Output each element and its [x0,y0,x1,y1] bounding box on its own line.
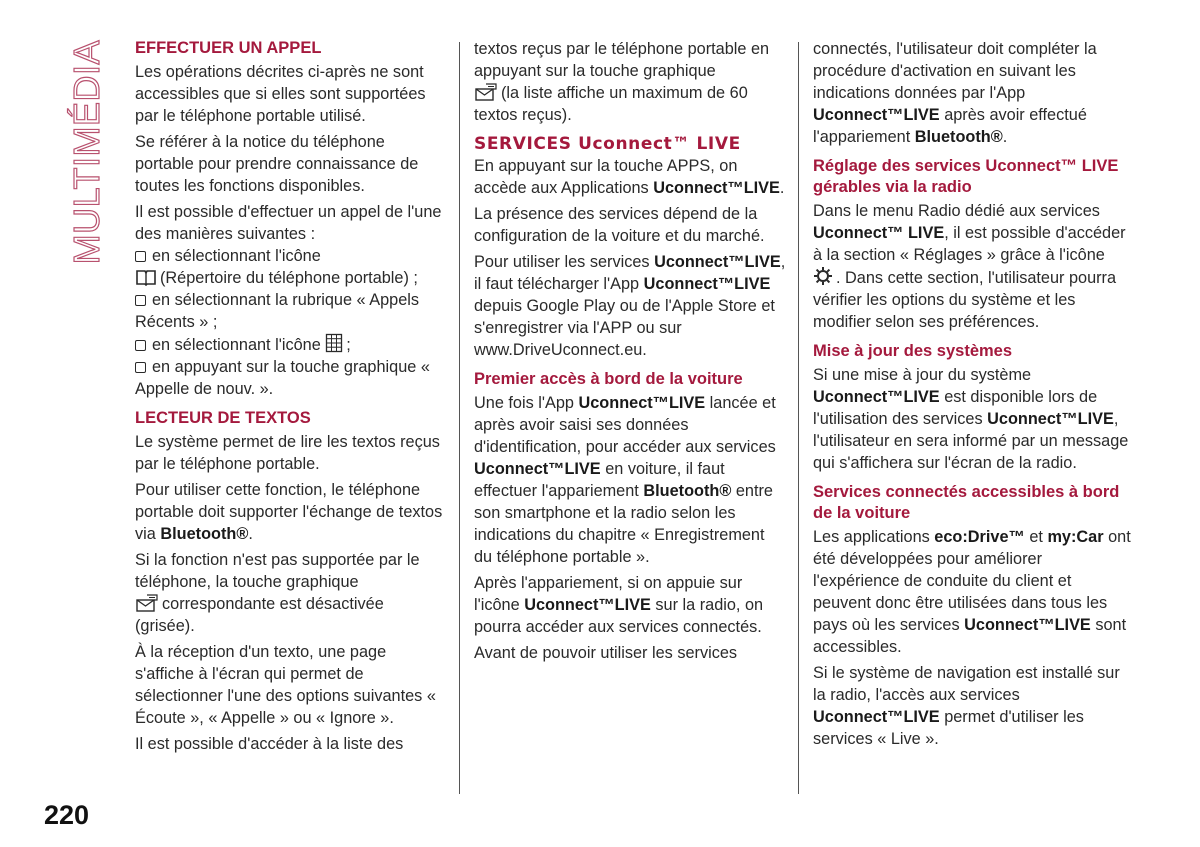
checkbox-bullet-icon [135,251,146,262]
list-item: en sélectionnant la rubrique « Appels Récents » ; [135,291,420,331]
column-3 [813,38,1131,754]
checkbox-bullet-icon [135,340,146,351]
paragraph: Si la fonction n'est pas supportée par le téléphone, la touche graphique correspondante est désactivée (grisée). [135,551,420,635]
gear-icon [813,266,833,286]
section-side-tab: MULTIMÉDIA [66,40,107,265]
checkbox-bullet-icon [135,295,146,306]
heading-text-reader: LECTEUR DE TEXTOS [135,409,311,427]
paragraph: Si le système de navigation est installé sur la radio, l'accès aux services Uconnect™LIVE permet d'utiliser les services « Live ». [813,664,1120,748]
checkbox-bullet-icon [135,362,146,373]
paragraph: Après l'appariement, si on appuie sur l'icône Uconnect™LIVE sur la radio, on pourra accéder aux services connectés. [474,574,764,636]
paragraph: En appuyant sur la touche APPS, on accède aux Applications Uconnect™LIVE. [474,157,785,197]
list-item: en sélectionnant l'icône ; [135,333,447,356]
heading-services-uconnect-live: SERVICES Uconnect™ LIVE [474,134,741,154]
paragraph: Avant de pouvoir utiliser les services [474,644,738,662]
paragraph: La présence des services dépend de la configuration de la voiture et du marché. [474,205,765,245]
paragraph: Il est possible d'accéder à la liste des [135,735,404,753]
paragraph: Le système permet de lire les textos reçus par le téléphone portable. [135,433,440,473]
heading-first-access: Premier accès à bord de la voiture [474,370,743,388]
paragraph: Les opérations décrites ci-après ne sont accessibles que si elles sont supportées par le téléphone portable utilisé. [135,63,426,125]
heading-make-call: EFFECTUER UN APPEL [135,39,322,57]
column-2 [474,38,786,668]
paragraph: Les applications eco:Drive™ et my:Car ont été développées pour améliorer l'expérience de conduite du client et peuvent donc être utilisées dans tous les pays où les services Uconnect™LIVE sont accessibles. [813,528,1131,656]
paragraph: Une fois l'App Uconnect™LIVE lancée et après avoir saisi ses données d'identification, pour accéder aux services Uconnect™LIVE en voiture, il faut effectuer l'appariement Bluetooth® entre son smartphone et la radio selon les indications du chapitre « Enregistrement du téléphone portable ». [474,394,776,566]
paragraph: Dans le menu Radio dédié aux services Uconnect™ LIVE, il est possible d'accéder à la section « Réglages » grâce à l'icône . Dans cette section, l'utilisateur pourra vérifier les options du système et les modifier selon ses préférences. [813,202,1126,331]
column-divider [798,42,799,794]
paragraph: Si une mise à jour du système Uconnect™LIVE est disponible lors de l'utilisation des services Uconnect™LIVE, l'utilisateur en sera informé par un message qui s'affichera sur l'écran de la radio. [813,366,1129,472]
paragraph: Se référer à la notice du téléphone portable pour prendre connaissance de toutes les fonctions disponibles. [135,133,419,195]
message-icon [474,83,498,101]
paragraph: Pour utiliser les services Uconnect™LIVE, il faut télécharger l'App Uconnect™LIVE depuis Google Play ou de l'Apple Store et s'enregistrer via l'APP ou sur www.DriveUconnect.eu. [474,253,786,359]
message-icon [135,594,159,612]
page-number: 220 [44,800,90,830]
heading-connected-services: Services connectés accessibles à bord de la voiture [813,483,1120,522]
paragraph: connectés, l'utilisateur doit compléter la procédure d'activation en suivant les indications données par l'App Uconnect™LIVE après avoir effectué l'appariement Bluetooth®. [813,40,1097,146]
heading-system-update: Mise à jour des systèmes [813,342,1013,360]
phonebook-icon [135,269,157,286]
list-item: en appuyant sur la touche graphique « Appelle de nouv. ». [135,358,430,398]
list-item: en sélectionnant l'icône (Répertoire du téléphone portable) ; [135,245,447,289]
paragraph: À la réception d'un texto, une page s'affiche à l'écran qui permet de sélectionner l'une des options suivantes « Écoute », « Appelle » ou « Ignore ». [135,643,436,727]
paragraph: Pour utiliser cette fonction, le téléphone portable doit supporter l'échange de textos via Bluetooth®. [135,481,443,543]
column-divider [459,42,460,794]
paragraph: Il est possible d'effectuer un appel de l'une des manières suivantes : [135,203,442,243]
heading-service-settings: Réglage des services Uconnect™ LIVE gérables via la radio [813,157,1119,196]
column-1 [135,38,447,759]
paragraph: textos reçus par le téléphone portable en appuyant sur la touche graphique (la liste affiche un maximum de 60 textos reçus). [474,40,770,124]
keypad-icon [325,333,343,353]
